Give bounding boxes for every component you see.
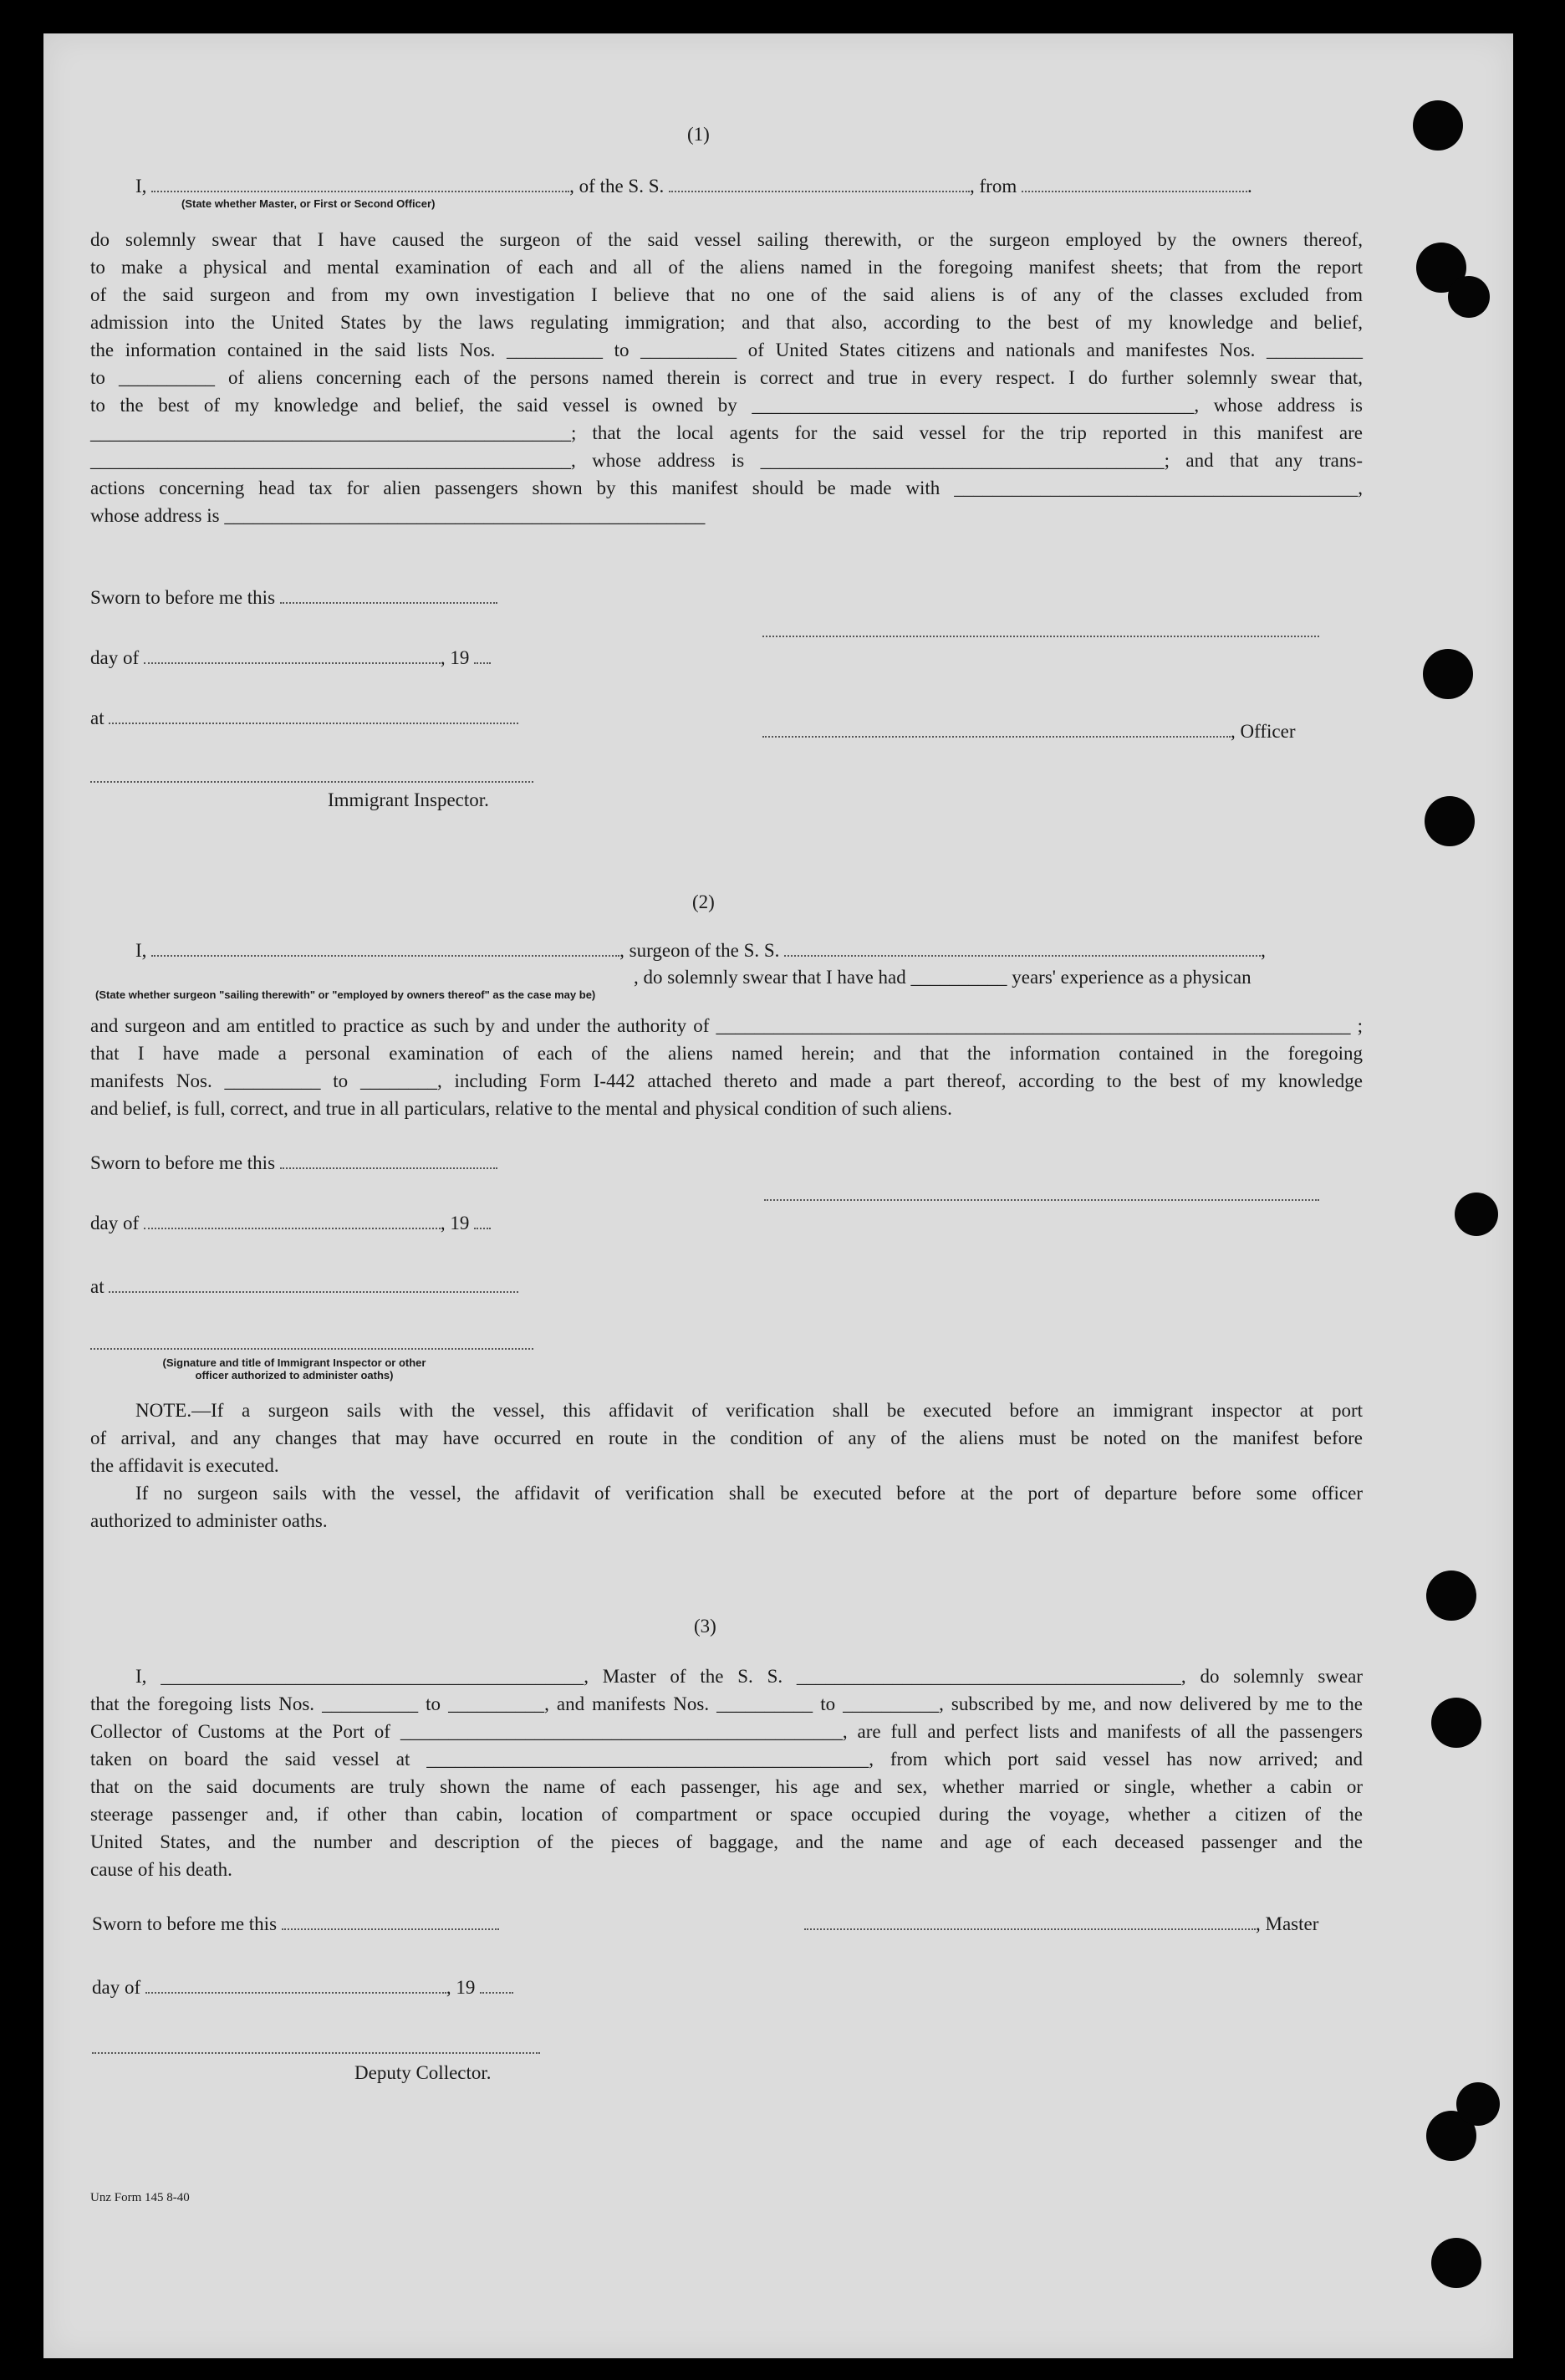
sig-note-line: officer authorized to administer oaths) bbox=[195, 1369, 394, 1382]
para-line: to __________ of aliens concerning each of the persons named therein is correct and true in every respect. I do further solemnly swear that, bbox=[90, 367, 1363, 388]
note-line: the affidavit is executed. bbox=[90, 1455, 279, 1476]
of-ss-label: , of the S. S. bbox=[569, 176, 665, 197]
inspector-signature-line[interactable] bbox=[90, 779, 533, 783]
year-field[interactable] bbox=[474, 651, 491, 664]
sworn-text: Sworn to before me this bbox=[90, 1152, 276, 1173]
sworn-day-field-3[interactable] bbox=[282, 1917, 499, 1930]
year-field-3[interactable] bbox=[480, 1980, 513, 1994]
punch-hole bbox=[1431, 2238, 1481, 2288]
day-of-field[interactable] bbox=[144, 651, 441, 664]
para-line: steerage passenger and, if other than cabin, location of compartment or space occupied during the voyage, whether a citizen of the bbox=[90, 1804, 1363, 1825]
section-2-paragraph bbox=[90, 1012, 1363, 1122]
year-text: , 19 bbox=[440, 647, 470, 668]
signature-line-1[interactable] bbox=[762, 634, 1319, 637]
from-label: , from bbox=[970, 176, 1017, 197]
para-line: do solemnly swear that I have caused the surgeon of the said vessel sailing therewith, or the surgeon employed by the owners thereof, bbox=[90, 229, 1363, 250]
year-text: , 19 bbox=[446, 1977, 476, 1998]
note-line: authorized to administer oaths. bbox=[90, 1510, 328, 1531]
at-text: at bbox=[90, 707, 105, 728]
at-field-2[interactable] bbox=[109, 1279, 518, 1293]
officer-title-note: (State whether Master, or First or Second Officer) bbox=[181, 197, 436, 210]
sworn-day-field-2[interactable] bbox=[280, 1156, 497, 1169]
para-line: that I have made a personal examination of each of the aliens named herein; and that the information contained in the foregoing bbox=[90, 1043, 1363, 1064]
para-line: of the said surgeon and from my own investigation I believe that no one of the said aliens is of any of the classes excluded from bbox=[90, 284, 1363, 305]
note-paragraph bbox=[90, 1397, 1363, 1535]
para-line: Collector of Customs at the Port of ______________________________________________, are full and perfect lists and manifests of all the passengers bbox=[90, 1721, 1363, 1742]
immigrant-inspector-label: Immigrant Inspector. bbox=[328, 789, 489, 810]
punch-hole bbox=[1455, 1193, 1498, 1236]
at-row-1 bbox=[90, 706, 518, 731]
at-field[interactable] bbox=[109, 711, 518, 724]
i-label: I, bbox=[135, 176, 147, 197]
from-port-field[interactable] bbox=[1022, 179, 1247, 192]
para-line: and belief, is full, correct, and true in all particulars, relative to the mental and physical condition of such aliens. bbox=[90, 1098, 952, 1119]
surgeon-name-field[interactable] bbox=[151, 943, 619, 957]
section-3-paragraph bbox=[90, 1662, 1363, 1883]
punch-hole bbox=[1425, 796, 1475, 846]
day-of-row-2 bbox=[90, 1211, 491, 1236]
day-of-text: day of bbox=[90, 647, 140, 668]
year-text: , 19 bbox=[440, 1213, 470, 1233]
para-line: __________________________________________________; that the local agents for the said vessel for the trip reported in this manifest are bbox=[90, 422, 1363, 443]
para-line: whose address is __________________________________________________ bbox=[90, 505, 706, 526]
para-line: manifests Nos. __________ to ________, including Form I-442 attached thereto and made a part thereof, according to the best of my knowledge bbox=[90, 1070, 1363, 1091]
day-of-text: day of bbox=[90, 1213, 140, 1233]
master-label: , Master bbox=[1256, 1913, 1319, 1934]
section-2-number: (2) bbox=[692, 891, 715, 912]
at-text: at bbox=[90, 1276, 105, 1297]
day-of-row-1 bbox=[90, 646, 491, 671]
master-signature-row bbox=[804, 1912, 1318, 1937]
punch-hole bbox=[1426, 1570, 1476, 1621]
sig-note-line: (Signature and title of Immigrant Inspector or other bbox=[162, 1356, 426, 1369]
punch-hole bbox=[1431, 1698, 1481, 1748]
inspector-signature-line-2[interactable] bbox=[90, 1346, 533, 1350]
officer-signature-row bbox=[762, 719, 1295, 744]
line-end: , bbox=[1261, 940, 1266, 961]
section-2-line1 bbox=[135, 938, 1266, 963]
punch-hole bbox=[1413, 100, 1463, 151]
surgeon-status-note: (State whether surgeon "sailing therewith" or "employed by owners thereof" as the case may be) bbox=[95, 988, 596, 1001]
section-3-number: (3) bbox=[694, 1616, 716, 1637]
para-line: that on the said documents are truly shown the name of each passenger, his age and sex, whether married or single, whether a cabin or bbox=[90, 1776, 1363, 1797]
note-line: If no surgeon sails with the vessel, the affidavit of verification shall be executed before at the port of departure before some officer bbox=[135, 1483, 1363, 1504]
day-of-text: day of bbox=[92, 1977, 141, 1998]
day-of-field-2[interactable] bbox=[144, 1216, 441, 1229]
para-line: cause of his death. bbox=[90, 1859, 232, 1880]
sworn-label-3 bbox=[92, 1912, 499, 1937]
para-line: I, ____________________________________________, Master of the S. S. ________________________________________, do solemnly swear bbox=[135, 1666, 1363, 1687]
day-of-field-3[interactable] bbox=[145, 1980, 446, 1994]
vessel-name-field[interactable] bbox=[669, 179, 970, 192]
para-line: United States, and the number and description of the pieces of baggage, and the name and age of each deceased passenger and the bbox=[90, 1831, 1363, 1852]
para-line: the information contained in the said lists Nos. __________ to __________ of United States citizens and nationals and manifestes Nos. __________ bbox=[90, 340, 1363, 360]
form-sheet bbox=[43, 33, 1513, 2358]
punch-hole bbox=[1423, 649, 1473, 699]
section-2-line2: , do solemnly swear that I have had __________ years' experience as a physican bbox=[634, 967, 1251, 988]
officer-signature-field[interactable] bbox=[762, 724, 1231, 738]
i-label: I, bbox=[135, 940, 147, 961]
vessel-name-field-2[interactable] bbox=[784, 943, 1261, 957]
sworn-text: Sworn to before me this bbox=[90, 587, 276, 608]
day-of-row-3 bbox=[92, 1975, 513, 2000]
deputy-signature-line[interactable] bbox=[92, 2051, 540, 2054]
para-line: taken on board the said vessel at ______________________________________________, from which port said vessel has now arrived; and bbox=[90, 1749, 1363, 1770]
deputy-collector-label: Deputy Collector. bbox=[354, 2062, 492, 2083]
para-line: to make a physical and mental examination of each and all of the aliens named in the foregoing manifest sheets; that from the report bbox=[90, 257, 1363, 278]
officer-label: , Officer bbox=[1231, 721, 1296, 742]
surgeon-of-ss-label: , surgeon of the S. S. bbox=[619, 940, 780, 961]
note-line: of arrival, and any changes that may have occurred en route in the condition of any of the aliens must be noted on the manifest before bbox=[90, 1427, 1363, 1448]
officer-name-field[interactable] bbox=[151, 179, 569, 192]
sworn-label-1 bbox=[90, 585, 497, 610]
para-line: that the foregoing lists Nos. __________ to __________, and manifests Nos. __________ to __________, subscribed by me, and now delivered by me to the bbox=[90, 1693, 1363, 1714]
sworn-label-2 bbox=[90, 1151, 497, 1176]
signature-title-note bbox=[127, 1356, 461, 1382]
para-line: __________________________________________________, whose address is __________________________________________; and that any trans- bbox=[90, 450, 1363, 471]
para-line: and surgeon and am entitled to practice as such by and under the authority of __________________________________________________________________ ; bbox=[90, 1015, 1363, 1036]
para-line: actions concerning head tax for alien passengers shown by this manifest should be made with __________________________________________, bbox=[90, 478, 1363, 498]
section-1-paragraph bbox=[90, 226, 1363, 529]
at-row-2 bbox=[90, 1274, 518, 1300]
para-line: admission into the United States by the laws regulating immigration; and that also, according to the best of my knowledge and belief, bbox=[90, 312, 1363, 333]
para-line: to the best of my knowledge and belief, the said vessel is owned by ______________________________________________, whose address is bbox=[90, 395, 1363, 416]
punch-hole bbox=[1456, 2082, 1500, 2126]
section-1-line1 bbox=[135, 174, 1252, 199]
sworn-day-field[interactable] bbox=[280, 590, 497, 604]
master-signature-field[interactable] bbox=[804, 1917, 1256, 1930]
line-end: . bbox=[1246, 176, 1252, 197]
year-field-2[interactable] bbox=[474, 1216, 491, 1229]
sworn-text: Sworn to before me this bbox=[92, 1913, 278, 1934]
note-line: NOTE.—If a surgeon sails with the vessel, this affidavit of verification shall be executed before an immigrant inspector at port bbox=[135, 1400, 1363, 1421]
punch-hole bbox=[1448, 276, 1490, 318]
section-1-number: (1) bbox=[687, 124, 710, 145]
signature-line-2[interactable] bbox=[764, 1198, 1319, 1201]
form-number: Unz Form 145 8-40 bbox=[90, 2191, 190, 2204]
